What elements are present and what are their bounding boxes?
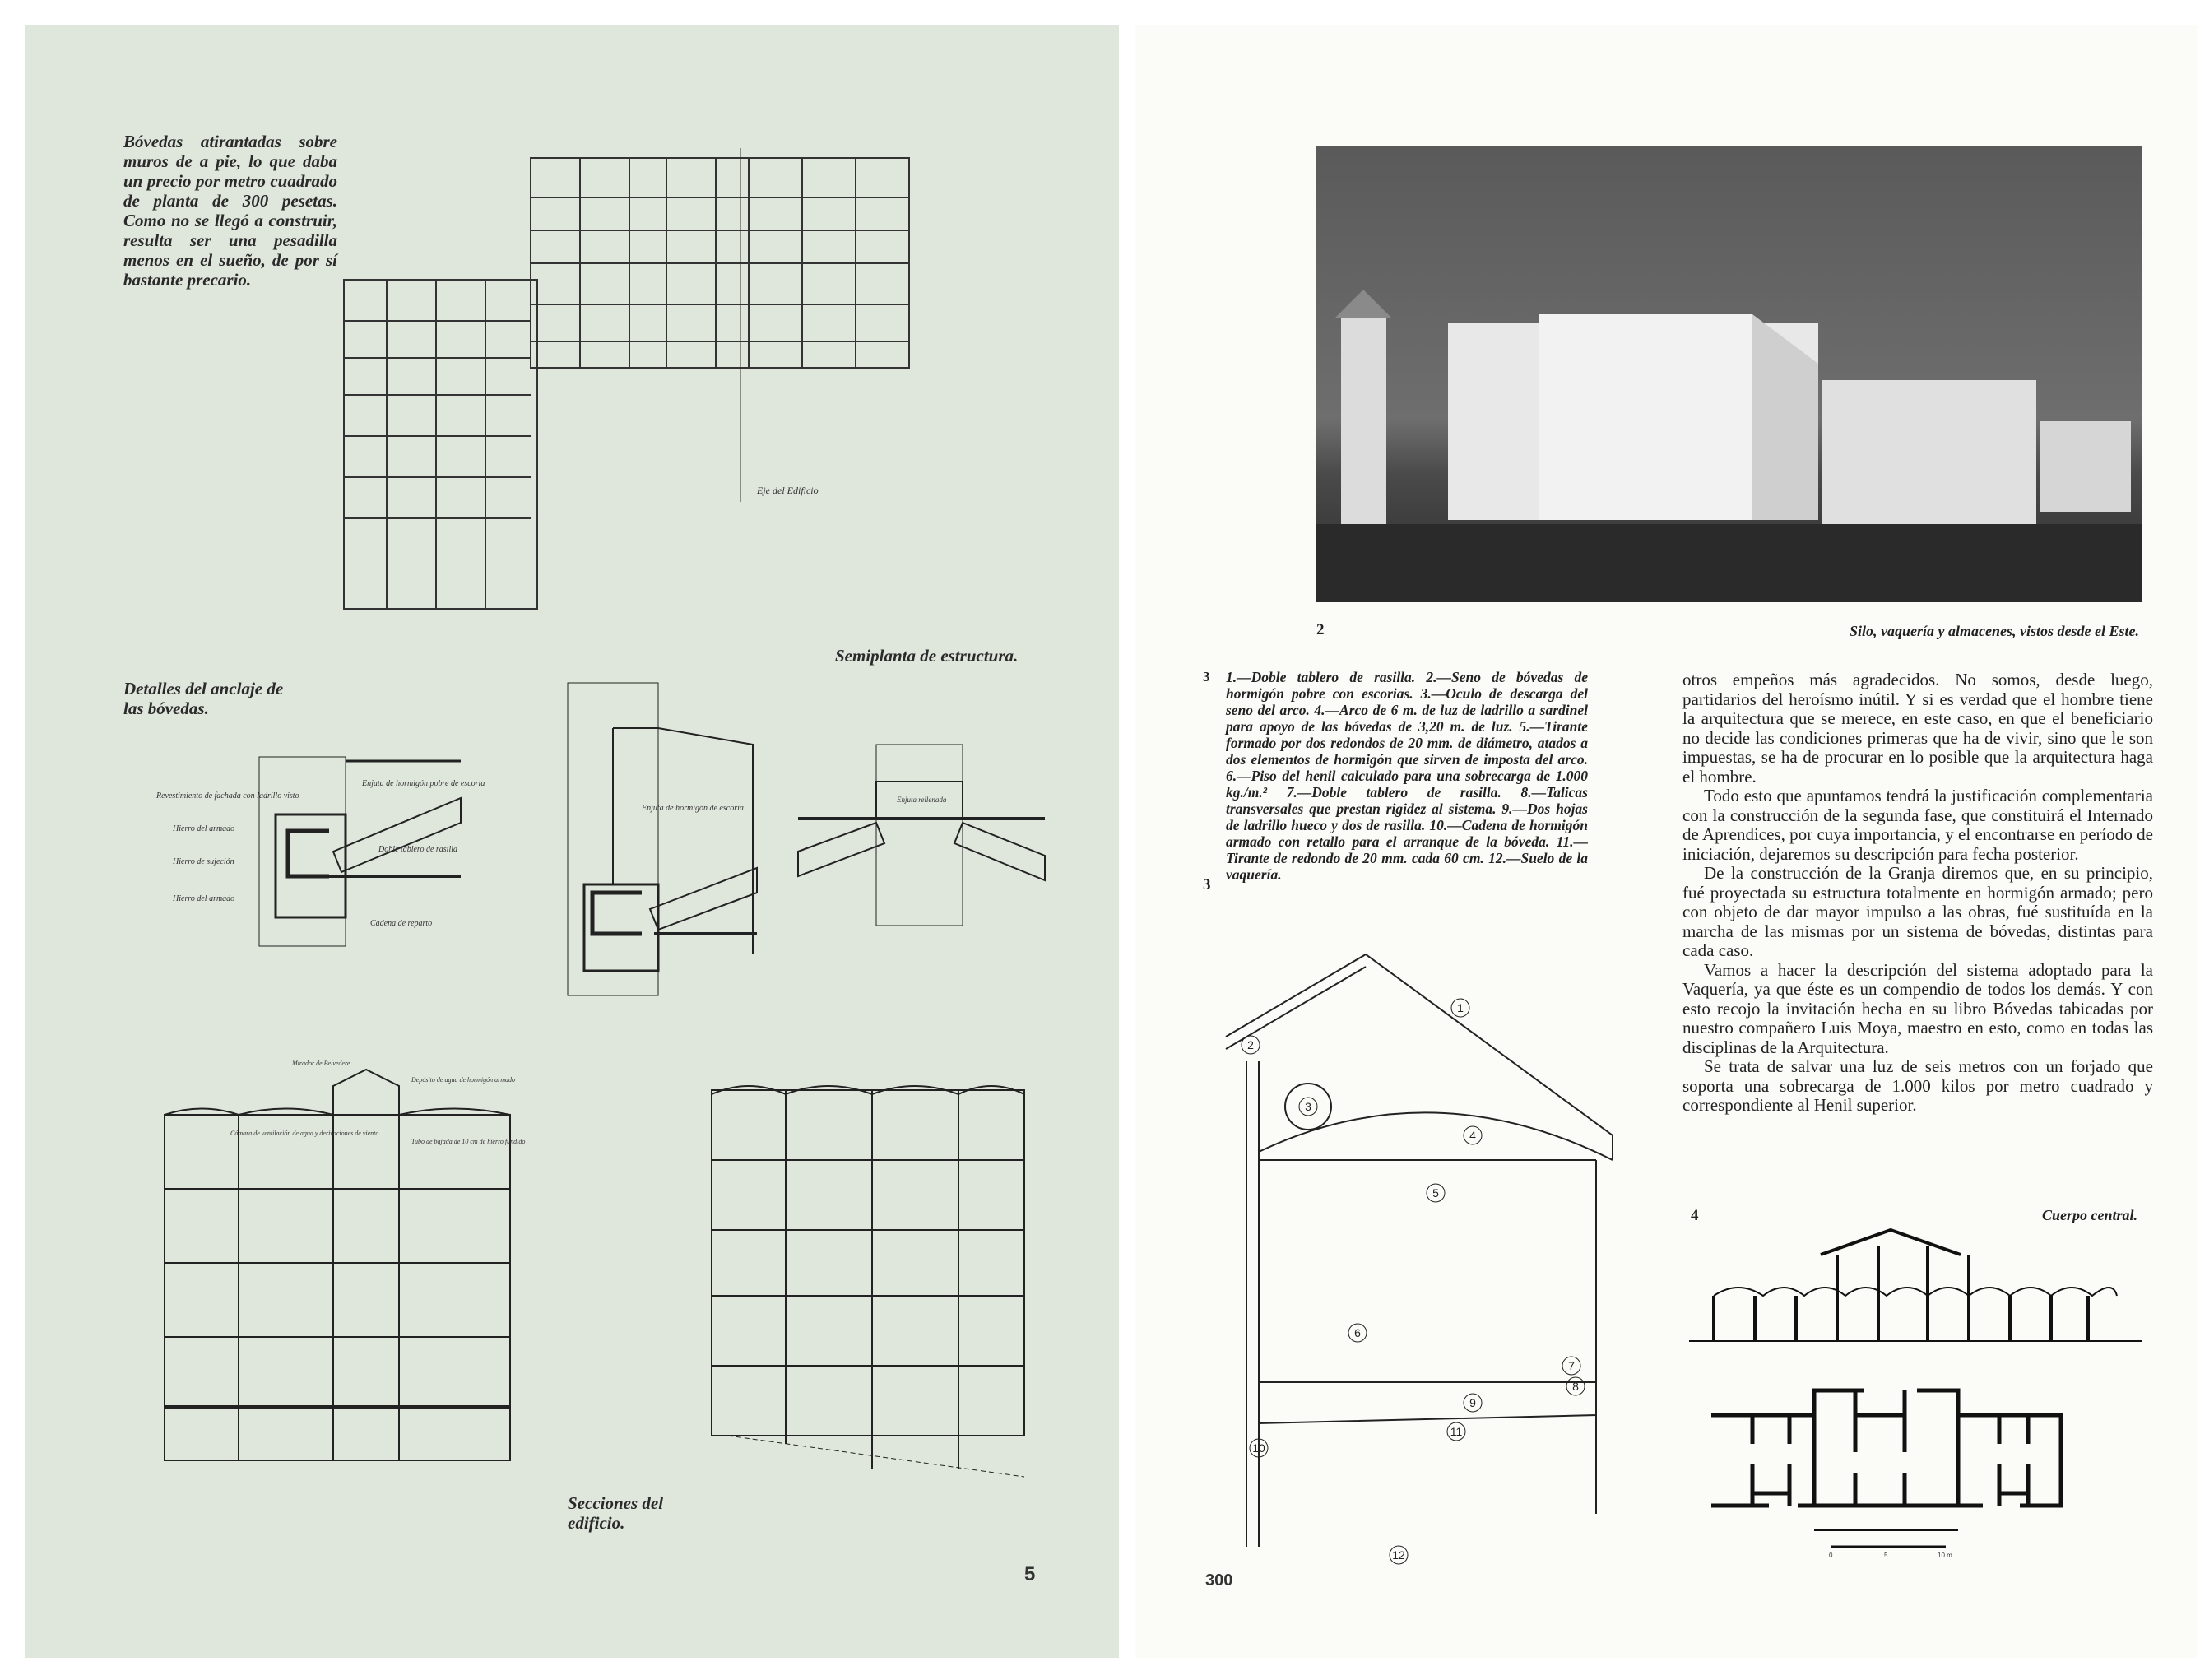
figure-4-caption: Cuerpo central. — [2041, 1207, 2137, 1223]
right-page — [1135, 25, 2197, 1658]
svg-text:Enjuta de hormigón de escoria: Enjuta de hormigón de escoria — [642, 804, 744, 813]
drawing-3-figure-number: 3 — [1203, 876, 1211, 893]
central-body-plan-drawing — [1691, 1386, 2102, 1559]
svg-text:Depósito de agua de hormigón a: Depósito de agua de hormigón armado — [411, 1076, 515, 1084]
anchor-detail-2-drawing — [539, 683, 761, 995]
svg-text:9: 9 — [1469, 1396, 1476, 1409]
paragraph: Vamos a hacer la descripción del sistema adoptado para la Vaquería, ya que éste es un compendio de todos los demás. Y con esto recojo la invitación hecha en su libro Bóvedas tabicadas por nuestro compañero Luis Moya, maestro en esto, como en todas las disciplinas de la Arquitectura. — [1682, 959, 2153, 1057]
figure-4-number: 4 — [1691, 1207, 1699, 1224]
plan-caption: Semiplanta de estructura. — [835, 646, 1019, 666]
svg-text:Revestimiento de fachada con l: Revestimiento de fachada con ladrillo visto — [156, 791, 299, 801]
building-section-2-drawing — [695, 1057, 1041, 1485]
svg-text:0: 0 — [1829, 1552, 1833, 1559]
side-note: Bóvedas atirantadas sobre muros de a pie, lo que daba un precio por metro cuadrado de planta de 300 pesetas. Como no se llegó a construir, resulta ser una pesadilla menos en el sueño, de por sí bastante precario. — [123, 132, 337, 290]
photo-caption: Silo, vaquería y almacenes, vistos desde el Este. — [1850, 623, 2139, 639]
svg-text:Cámara de ventilación de agua: Cámara de ventilación de agua y derivaciones de viento — [230, 1130, 379, 1137]
svg-text:Enjuta de hormigón pobre de es: Enjuta de hormigón pobre de escoria — [362, 779, 485, 788]
svg-text:Cadena de reparto: Cadena de reparto — [370, 919, 433, 928]
vault-axonometric-drawing — [1209, 921, 1670, 1580]
svg-text:6: 6 — [1354, 1326, 1361, 1339]
paragraph: De la construcción de la Granja diremos que, en su principio, fué proyectada su estructura totalmente en hormigón armado; pero con objeto de dar mayor impulso a las obras, fué sustituída en la marcha de las mismas por un sistema de bóvedas, distintas para cada caso. — [1682, 863, 2153, 960]
svg-text:Hierro del armado: Hierro del armado — [173, 824, 235, 833]
building-section-1-drawing — [148, 1037, 527, 1497]
svg-text:1: 1 — [1457, 1001, 1464, 1014]
building-photo — [1316, 146, 2142, 602]
left-page-number: 5 — [1024, 1563, 1036, 1585]
structure-half-plan-drawing — [329, 148, 1070, 642]
paragraph: Todo esto que apuntamos tendrá la justificación complementaria con la construcción de la segunda fase, que constituirá el Internado de Aprendices, por cuya importancia, y el encontrarse en período de iniciación, dejaremos su descripción para fecha posterior. — [1682, 786, 2153, 864]
svg-text:Hierro de sujeción: Hierro de sujeción — [173, 857, 234, 866]
svg-text:10 m: 10 m — [1938, 1552, 1952, 1559]
svg-text:4: 4 — [1469, 1129, 1476, 1142]
svg-text:5: 5 — [1884, 1552, 1888, 1559]
details-caption: Detalles del anclaje de las bóvedas. — [123, 679, 284, 718]
left-page — [25, 25, 1119, 1658]
svg-text:Tubo de bajada de 10 cm de hie: Tubo de bajada de 10 cm de hierro fundido — [411, 1138, 526, 1145]
svg-text:7: 7 — [1568, 1359, 1575, 1372]
svg-text:11: 11 — [1450, 1425, 1463, 1438]
article-body — [1682, 671, 2153, 1116]
svg-text:Hierro del armado: Hierro del armado — [173, 894, 235, 903]
svg-text:2: 2 — [1247, 1038, 1254, 1051]
svg-text:Mirador de Belvedere: Mirador de Belvedere — [292, 1060, 350, 1067]
svg-text:8: 8 — [1572, 1380, 1579, 1393]
svg-text:12: 12 — [1392, 1548, 1405, 1562]
svg-text:3: 3 — [1305, 1100, 1311, 1113]
svg-text:5: 5 — [1432, 1186, 1439, 1200]
paragraph: otros empeños más agradecidos. No somos, desde luego, partidarios del heroísmo inútil. Y si es verdad que el hombre tiene la arquitectura que se merece, en este caso, en que el beneficiario no decide las condiciones primeras que ha de vivir, sino que le son impuestas, se ha de procurar en lo posible que la arquitectura haga el hombre. — [1682, 670, 2153, 787]
paragraph: Se trata de salvar una luz de seis metros con un forjado que soporta una sobrecarga de 1.000 kilos por metro cuadrado y correspondiente al Henil superior. — [1682, 1056, 2153, 1115]
building-photo-illustration — [1316, 146, 2142, 602]
svg-text:Eje del Edificio: Eje del Edificio — [757, 485, 819, 496]
svg-text:Enjuta rellenada: Enjuta rellenada — [897, 796, 947, 804]
svg-text:Doble tablero de rasilla: Doble tablero de rasilla — [378, 845, 458, 854]
central-body-section-drawing — [1689, 1230, 2150, 1345]
right-page-number: 300 — [1205, 1571, 1233, 1590]
legend-figure-number: 3 — [1203, 669, 1210, 685]
figure-3-legend: 1.—Doble tablero de rasilla. 2.—Seno de bóvedas de hormigón pobre con escorias. 3.—Oculo de descarga del seno del arco. 4.—Arco de 6 m. de luz de ladrillo a sardinel para apoyo de las bóvedas de 3,20 m. de luz. 5.—Tirante formado por dos redondos de 20 mm. de diámetro, atados a dos elementos de hormigón que sirven de imposta del arco. 6.—Piso del henil calculado para una sobrecarga de 1.000 kg./m.² 7.—Doble tablero de rasilla. 8.—Talicas transversales que prestan rigidez al sistema. 9.—Dos hojas de ladrillo hueco y dos de rasilla. 10.—Cadena de hormigón armado con retallo para el arranque de la bóveda. 11.—Tirante de redondo de 20 mm. cada 60 cm. 12.—Suelo de la vaquería. — [1226, 669, 1588, 883]
sections-caption: Secciones del edificio. — [568, 1493, 664, 1533]
photo-figure-number: 2 — [1316, 621, 1325, 638]
anchor-detail-1-drawing — [156, 749, 485, 946]
anchor-detail-3-drawing — [798, 736, 1053, 926]
svg-text:10: 10 — [1252, 1441, 1265, 1455]
